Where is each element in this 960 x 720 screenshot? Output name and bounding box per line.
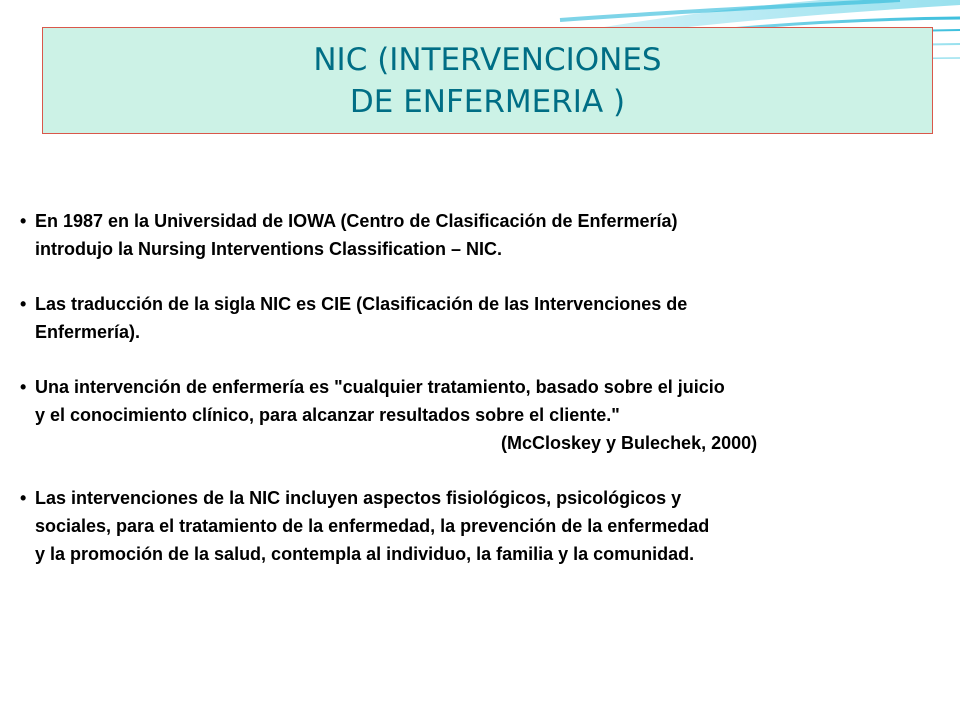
bullet-dot-icon: • [20,488,27,508]
title-box [42,27,933,134]
bullet-list [20,207,960,595]
bullet-text-line: y el conocimiento clínico, para alcanzar resultados sobre el cliente." [35,405,620,425]
bullet-dot-icon: • [20,294,27,314]
slide-title-line-1: NIC (INTERVENCIONES [313,41,662,78]
bullet-text-line: Las intervenciones de la NIC incluyen aspectos fisiológicos, psicológicos y [35,488,682,508]
bullet-item [20,207,960,263]
bullet-text-line: introdujo la Nursing Interventions Classification – NIC. [35,239,503,259]
bullet-item [20,373,960,457]
bullet-text-line: Enfermería). [35,322,141,342]
bullet-item [20,484,960,568]
bullet-dot-icon: • [20,211,27,231]
bullet-text-line: sociales, para el tratamiento de la enfermedad, la prevención de la enfermedad [35,516,710,536]
citation: (McCloskey y Bulechek, 2000) [501,433,758,453]
bullet-item [20,290,960,346]
bullet-text-line: Las traducción de la sigla NIC es CIE (Clasificación de las Intervenciones de [35,294,688,314]
bullet-text-line: y la promoción de la salud, contempla al individuo, la familia y la comunidad. [35,544,695,564]
bullet-dot-icon: • [20,377,27,397]
bullet-text-line: Una intervención de enfermería es "cualquier tratamiento, basado sobre el juicio [35,377,725,397]
slide-title-line-2: DE ENFERMERIA ) [349,83,626,120]
bullet-text-line: En 1987 en la Universidad de IOWA (Centro de Clasificación de Enfermería) [35,211,678,231]
